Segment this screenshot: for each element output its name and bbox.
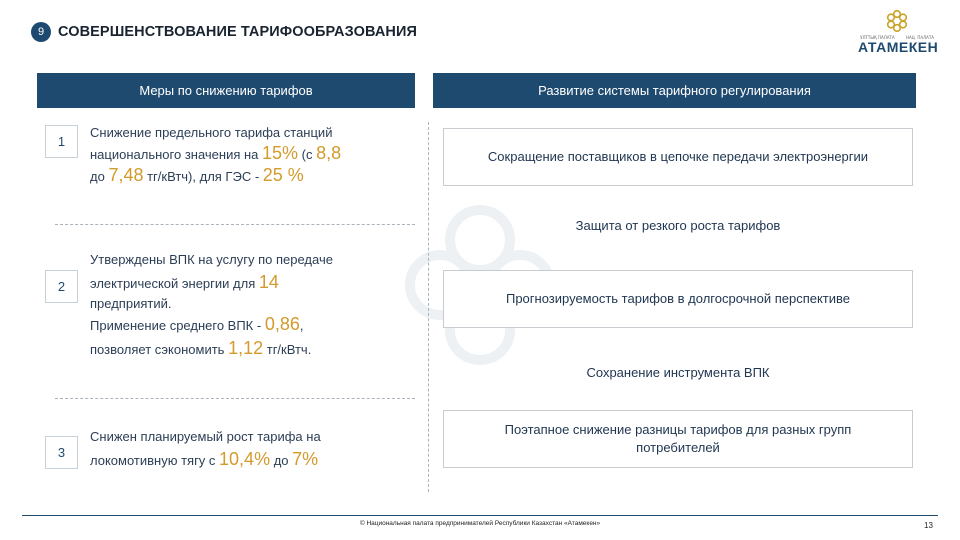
value-highlight: 0,86 [264,314,300,334]
benefit-box-1: Сокращение поставщиков в цепочке передачи электроэнергии [443,128,913,186]
item-number-3: 3 [45,436,78,469]
value-highlight: 7,48 [108,165,144,185]
value-highlight: 1,12 [228,338,264,358]
footer-copyright: © Национальная палата предпринимателей Республики Казахстан «Атамекен» [359,520,601,527]
benefit-box-5: Поэтапное снижение разницы тарифов для разных групп потребителей [443,410,913,468]
footer-divider [22,515,938,516]
logo-brand: АТАМЕКЕН [858,39,939,55]
item-number-2: 2 [45,270,78,303]
benefit-box-4: Сохранение инструмента ВПК [586,365,770,380]
left-column-heading: Меры по снижению тарифов [37,73,415,108]
measure-item-2: Утверждены ВПК на услугу по передаче электрической энергии для 14 предприятий. Применение среднего ВПК - 0,86, позволяет сэкономить 1,12 тг/кВтч. [90,252,333,358]
logo-small-left: ҰЛТТЫҚ ПАЛАТА [860,35,895,40]
logo-small-right: НАЦ. ПАЛАТА [905,35,934,40]
benefit-box-2: Защита от резкого роста тарифов [575,218,781,233]
page-title: СОВЕРШЕНСТВОВАНИЕ ТАРИФООБРАЗОВАНИЯ [58,24,418,40]
value-highlight: 15% [262,143,299,163]
value-highlight: 14 [258,272,279,292]
slide-number-badge: 9 [31,22,51,42]
item-separator [55,398,415,399]
measure-item-3: Снижен планируемый рост тарифа на локомотивную тягу с 10,4% до 7% [90,429,321,469]
item-separator [55,224,415,225]
column-divider [428,122,429,492]
value-highlight: 10,4% [219,449,271,469]
benefit-box-3: Прогнозируемость тарифов в долгосрочной перспективе [443,270,913,328]
page-number: 13 [924,521,933,530]
value-highlight: 25 % [262,165,304,185]
measure-item-1: Снижение предельного тарифа станций национального значения на 15% (с 8,8 до 7,48 тг/кВтч), для ГЭС - 25 % [90,125,342,185]
logo-seal-icon [884,8,910,34]
item-number-1: 1 [45,125,78,158]
value-highlight: 7% [292,449,319,469]
atameken-logo [856,8,940,54]
value-highlight: 8,8 [316,143,342,163]
right-column-heading: Развитие системы тарифного регулирования [433,73,916,108]
